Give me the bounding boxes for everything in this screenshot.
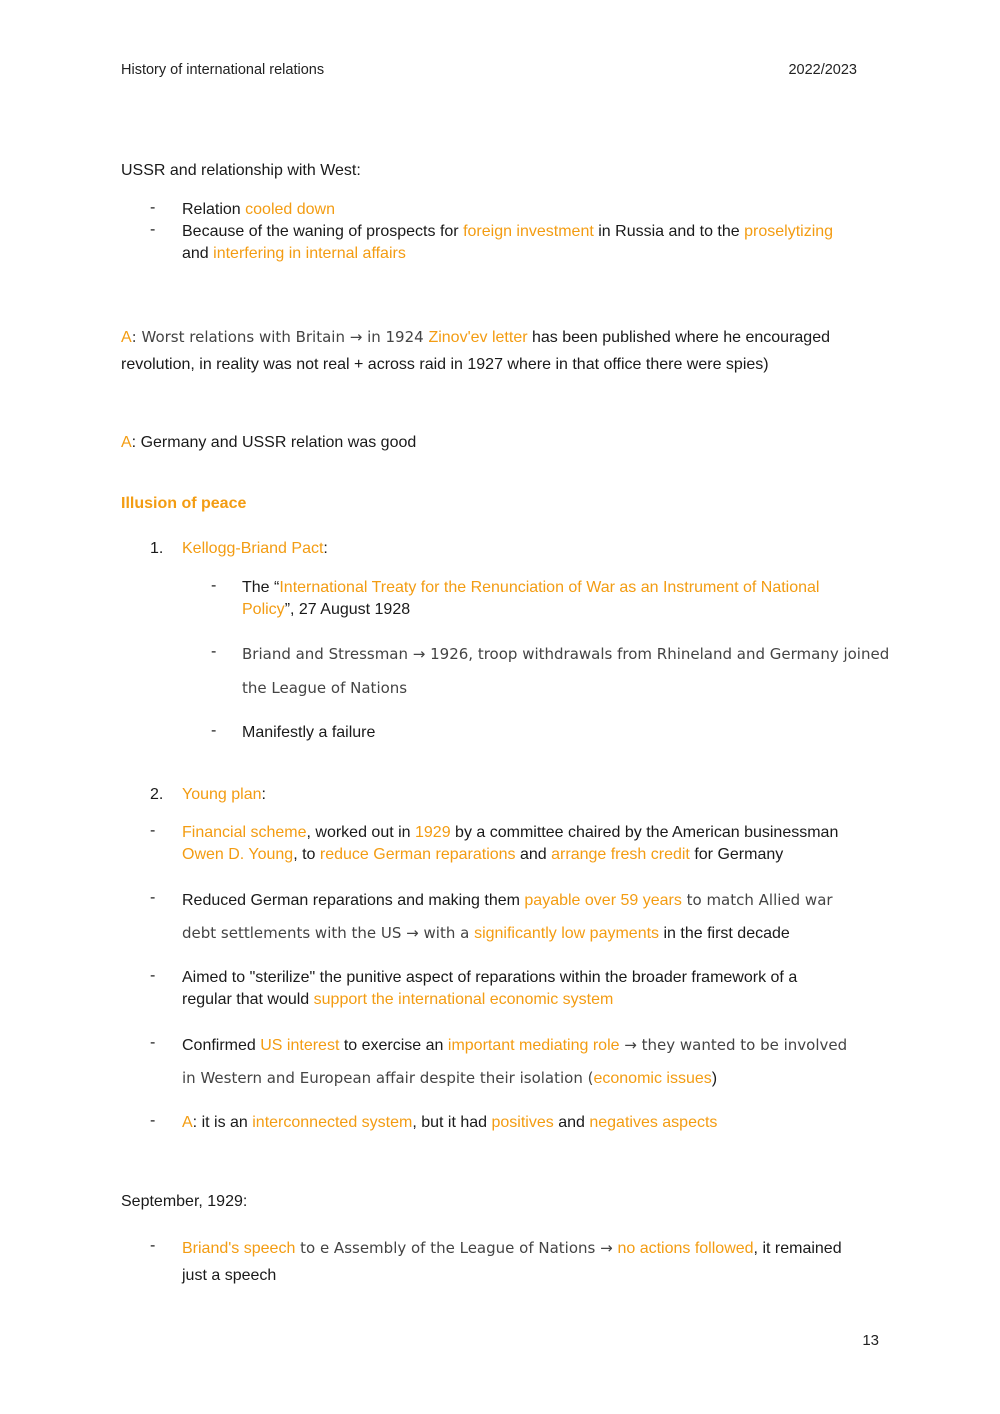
highlight: important mediating role [447,1037,620,1054]
highlight: no actions followed [617,1240,754,1257]
list-item-text [182,1112,717,1134]
bullet-dash: - [150,1112,156,1129]
text: has been published where he encouraged [527,329,830,346]
highlight: 1929 [415,824,451,841]
section-title-ussr: USSR and relationship with West: [121,162,361,179]
header-year: 2022/2023 [788,62,857,78]
text: to exercise an [339,1037,448,1054]
text: in the first decade [659,925,790,942]
list-number: 2. [150,786,164,803]
text: The “ [242,579,280,596]
text: in Western and European affair despite their isolation ( [182,1069,594,1087]
text: and [553,1114,590,1131]
paragraph-line: revolution, in reality was not real + across raid in 1927 where in that office there were spies) [121,356,769,373]
list-item-text [182,243,406,265]
highlight: Zinov'ev letter [428,329,528,346]
text: : [261,786,266,803]
text: regular that would [182,991,314,1008]
section-heading-illusion: Illusion of peace [121,495,247,512]
text: Confirmed [182,1037,261,1054]
bullet-dash: - [150,1237,156,1254]
highlight: Policy [242,601,285,618]
highlight: Owen D. Young [182,846,294,863]
bullet-dash: - [150,1034,156,1051]
header-title: History of international relations [121,62,325,78]
text: , worked out in [306,824,415,841]
bullet-dash: - [150,889,156,906]
text: by a committee chaired by the American businessman [450,824,839,841]
text: , to [293,846,320,863]
annotation-paragraph [121,432,416,454]
highlight: Financial scheme [182,824,307,841]
highlight: Kellogg-Briand Pact [182,540,324,557]
list-item-text [242,599,410,621]
list-number: 1. [150,540,164,557]
bullet-dash: - [211,722,217,739]
text: → they wanted to be involved [619,1036,848,1054]
list-item-text [242,577,819,599]
text: and [182,245,214,262]
highlight: cooled down [245,201,335,218]
text: ) [711,1070,718,1087]
highlight: positives [491,1114,554,1131]
highlight: negatives aspects [589,1114,718,1131]
list-item-text [182,922,790,945]
paragraph-line [121,326,830,349]
highlight: significantly low payments [474,925,660,942]
highlight: interconnected system [252,1114,413,1131]
bullet-dash: - [150,967,156,984]
annotation-mark: A [121,329,132,346]
list-item-text [182,221,833,243]
list-item-text: Briand and Stressman → 1926, troop withdrawals from Rhineland and Germany joined [242,645,890,663]
list-item-text [182,989,613,1011]
text: Because of the waning of prospects for [182,223,464,240]
highlight: economic issues [593,1070,712,1087]
list-item-text: Manifestly a failure [242,724,376,741]
list-item-text: Aimed to "sterilize" the punitive aspect of reparations within the broader framework of a [182,969,798,986]
page-number: 13 [862,1332,879,1349]
list-item-text [182,199,335,221]
text: , it remained [753,1240,842,1257]
bullet-dash: - [211,577,217,594]
highlight: foreign investment [463,223,594,240]
highlight: US interest [260,1037,340,1054]
list-item-text [182,822,838,844]
highlight: arrange fresh credit [551,846,690,863]
bullet-dash: - [150,822,156,839]
highlight: proselytizing [744,223,834,240]
text: to match Allied war [681,891,833,909]
bullet-dash: - [150,199,156,216]
list-item-text [182,1237,842,1260]
highlight: payable over 59 years [524,892,682,909]
text: debt settlements with the US → with a [182,924,475,942]
text: , but it had [412,1114,492,1131]
text: ”, 27 August 1928 [284,601,411,618]
bullet-dash: - [211,643,217,660]
list-item-text [182,1034,847,1057]
highlight: A [182,1114,193,1131]
highlight: Young plan [182,786,262,803]
text: and [515,846,552,863]
list-item-title [182,784,266,806]
text: : [323,540,328,557]
list-item-text [182,1067,717,1090]
text: : Worst relations with Britain → in 1924 [131,328,429,346]
text: Reduced German reparations and making them [182,892,525,909]
text: : it is an [192,1114,253,1131]
text: to e Assembly of the League of Nations → [295,1239,618,1257]
text: for Germany [689,846,784,863]
highlight: support the international economic system [313,991,614,1008]
highlight: reduce German reparations [319,846,516,863]
list-item-text [182,844,783,866]
list-item-title [182,538,328,560]
list-item-text: just a speech [182,1267,277,1284]
highlight: interfering in internal affairs [213,245,406,262]
text: in Russia and to the [593,223,745,240]
text: : Germany and USSR relation was good [131,434,417,451]
highlight: Briand's speech [182,1240,296,1257]
list-item-text [182,889,833,912]
highlight: International Treaty for the Renunciation of War as an Instrument of National [279,579,820,596]
annotation-mark: A [121,434,132,451]
list-item-text: the League of Nations [242,679,408,697]
text: Relation [182,201,246,218]
bullet-dash: - [150,221,156,238]
section-title-september: September, 1929: [121,1193,248,1210]
